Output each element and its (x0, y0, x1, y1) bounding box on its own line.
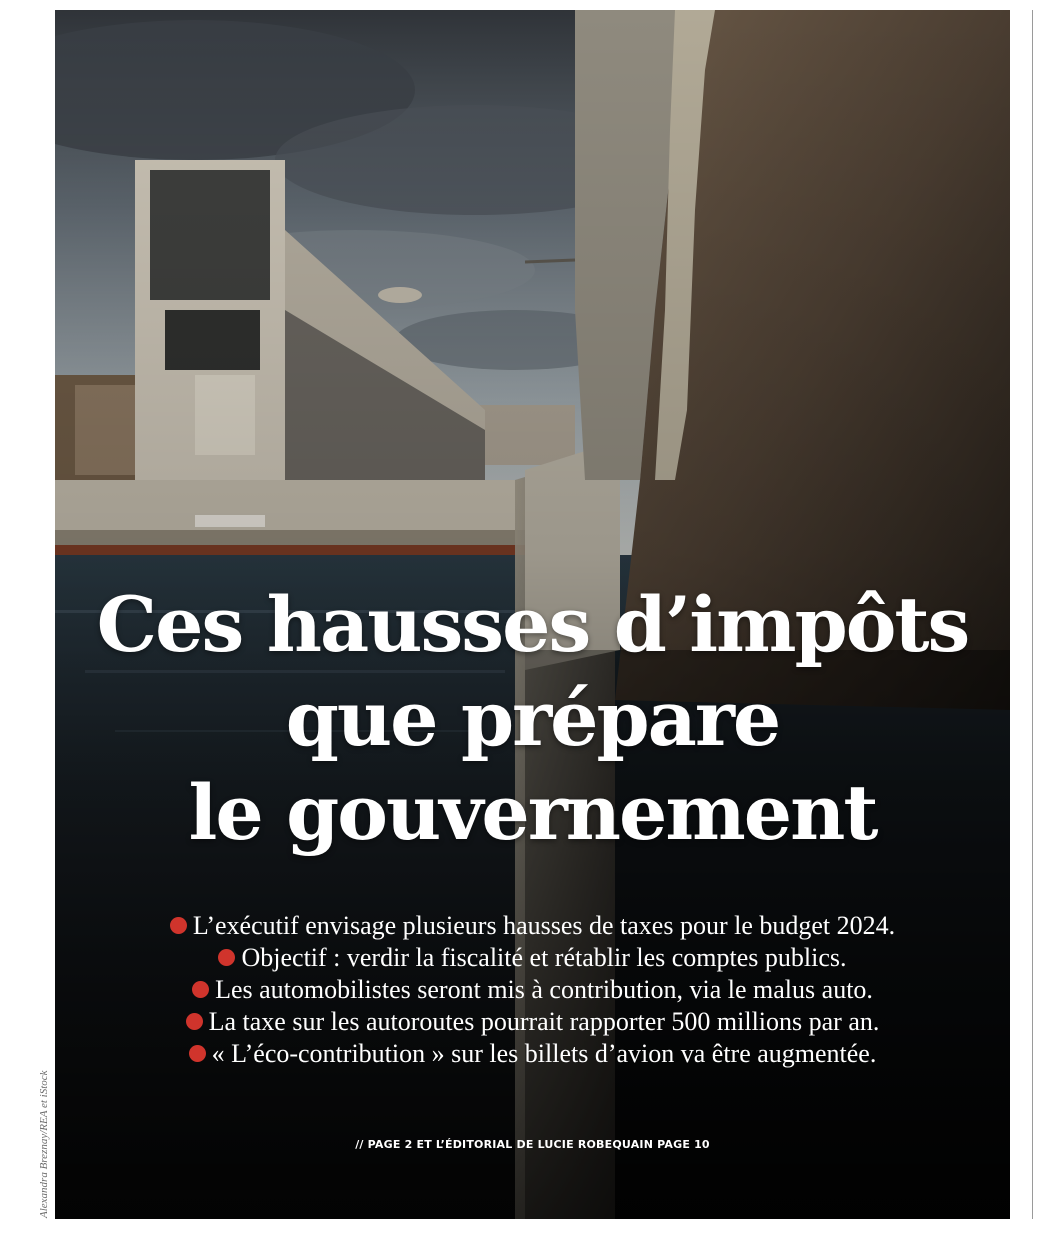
page-reference: // PAGE 2 ET L’ÉDITORIAL DE LUCIE ROBEQUAIN PAGE 10 (355, 1138, 710, 1151)
page-edge-rule (1032, 10, 1033, 1219)
red-dot-icon (170, 917, 187, 934)
red-dot-icon (192, 981, 209, 998)
bullet-item (55, 942, 1010, 974)
red-dot-icon (218, 949, 235, 966)
cover-photo (55, 10, 1010, 1219)
bullet-text: Les automobilistes seront mis à contribution, via le malus auto. (215, 975, 873, 1004)
bullet-text: Objectif : verdir la fiscalité et rétablir les comptes publics. (241, 943, 847, 972)
red-dot-icon (186, 1013, 203, 1030)
bullet-item (55, 1006, 1010, 1038)
summary-bullets (55, 910, 1010, 1070)
bullet-item (55, 1038, 1010, 1070)
photo-credit: Alexandra Breznay/REA et iStock (38, 1070, 50, 1218)
bullet-item (55, 974, 1010, 1006)
cover-headline (55, 578, 1010, 860)
headline-line-3: le gouvernement (188, 768, 877, 857)
bullet-text: L’exécutif envisage plusieurs hausses de taxes pour le budget 2024. (192, 911, 896, 940)
bullet-text: La taxe sur les autoroutes pourrait rapporter 500 millions par an. (208, 1007, 880, 1036)
bullet-item (55, 910, 1010, 942)
bullet-text: « L’éco-contribution » sur les billets d’avion va être augmentée. (211, 1039, 877, 1068)
headline-line-1: Ces hausses d’impôts (96, 580, 969, 669)
headline-line-2: que prépare (285, 674, 780, 763)
red-dot-icon (189, 1045, 206, 1062)
